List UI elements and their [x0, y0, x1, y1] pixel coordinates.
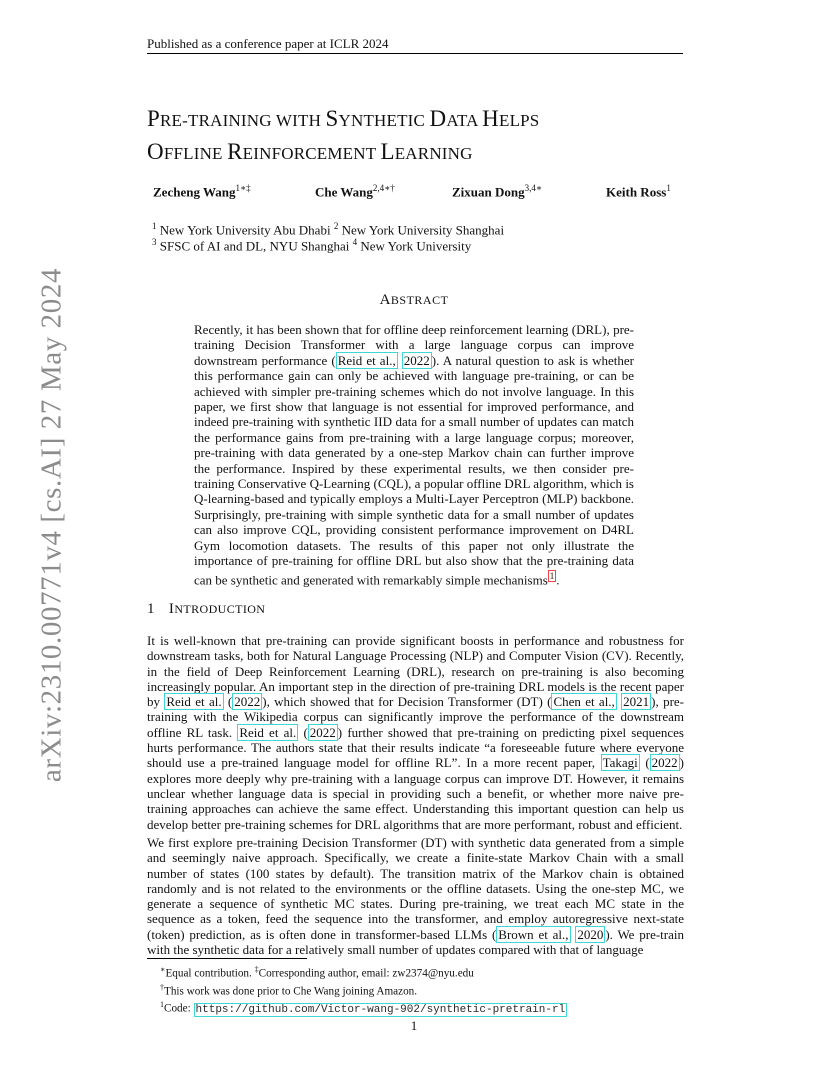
running-header: Published as a conference paper at ICLR 2024	[147, 36, 389, 51]
footnote-link[interactable]: 1	[549, 570, 555, 581]
footnote-mark: ∗	[160, 965, 166, 974]
author-affiliation-mark: 3,4∗	[524, 183, 542, 193]
title-initial: H	[482, 106, 499, 131]
citation-link[interactable]: 2020	[577, 926, 604, 942]
footnote-text: Equal contribution.	[165, 967, 255, 980]
title-rest: ELPS	[498, 111, 540, 130]
intro-paragraph-2	[147, 835, 684, 957]
citation-link[interactable]: Reid et al.	[239, 724, 297, 740]
footnote-1	[160, 963, 567, 981]
body-text-run: ), which showed that for Decision Transformer (DT) (	[262, 694, 552, 710]
title-initial: D	[429, 106, 447, 131]
body-text-run: ). A natural question to ask is whether this performance gain can only be achieved with language pre-training, or can be achieved with simpler pre-training schemes which do not involve language. In this paper, we first show that language is not essential for improved performance, and indeed pre-training with synthetic IID data for a small number of updates can match the performance gains from pre-training with a large language corpus; moreover, pre-training with data generated by a one-step Markov chain can further improve the performance. Inspired by these experimental results, we then consider pre-training Conservative Q-Learning (CQL), a popular offline DRL algorithm, which is Q-learning-based and typically employs a Multi-Layer Perceptron (MLP) backbone. Surprisingly, pre-training with simple synthetic data for a small number of updates can also improve CQL, providing consistent performance improvement on D4RL Gym locomotion datasets. The results of this paper not only illustrate the importance of pre-training for offline DRL but also show that the pre-training data can be synthetic and generated with remarkably simple mechanisms	[194, 352, 634, 587]
affiliation-text: New York University Abu Dhabi	[156, 222, 334, 238]
body-text-run: ) explores more deeply why pre-training with a language corpus can improve DT. However, it remains unclear whether language data is special in providing such a benefit, or whether more naive pre-training approaches can achieve the same effect. Understanding this important question can help us develop better pre-training schemes for DRL algorithms that are more performant, robust and efficient.	[147, 755, 684, 832]
author-name: Zecheng Wang	[153, 184, 236, 200]
citation-link[interactable]: Brown et al.,	[498, 926, 569, 942]
citation-link[interactable]: Chen et al.,	[553, 694, 615, 710]
affiliation-mark: 3	[152, 237, 157, 247]
citation-link[interactable]: 2022	[234, 694, 261, 710]
title-initial: S	[325, 106, 339, 131]
citation-link[interactable]: 2022	[403, 352, 430, 368]
body-text-run: (	[298, 724, 308, 740]
title-line-1	[147, 103, 707, 136]
section-heading-introduction	[147, 601, 265, 618]
affiliation-text: New York University Shanghai	[338, 222, 505, 238]
footnotes	[160, 963, 567, 1017]
title-initial: O	[147, 139, 164, 164]
body-text-run: ), pre-training with the Wikipedia corpus can significantly improve the performance of the downstream offline RL task.	[147, 694, 684, 740]
title-line-2	[147, 136, 707, 169]
footnote-mark: ‡	[254, 965, 259, 974]
author-affiliation-mark: 1∗‡	[235, 183, 251, 193]
affiliation-text: SFSC of AI and DL, NYU Shanghai	[156, 238, 353, 254]
author-affiliation-mark: 2,4∗†	[372, 183, 395, 193]
arxiv-identifier-stamp: arXiv:2310.00771v4 [cs.AI] 27 May 2024	[35, 267, 68, 783]
body-text-run: (	[223, 694, 233, 710]
affiliation-mark: 4	[352, 237, 358, 247]
title-rest: EINFORCEMENT	[242, 144, 381, 163]
intro-paragraph-1	[147, 633, 684, 832]
body-text-run: ). We pre-train with the synthetic data for a relatively small number of updates compared with that of language	[147, 926, 684, 958]
affiliation-text: New York University	[357, 238, 472, 254]
title-initial: P	[147, 106, 160, 131]
header-rule	[147, 53, 683, 54]
footnote-mark: †	[160, 982, 164, 992]
abstract-heading-rest: BSTRACT	[390, 293, 449, 307]
title-rest: EARNING	[394, 144, 473, 163]
body-text-run: (	[639, 755, 650, 771]
section-number: 1	[147, 601, 155, 617]
title-rest: FFLINE	[163, 144, 228, 163]
footnote-text: Corresponding author, email: zw2374@nyu.edu	[258, 967, 474, 980]
affiliation-line-2	[152, 237, 471, 254]
footnote-text: Code:	[164, 1003, 194, 1016]
author-2	[315, 183, 395, 200]
citation-link[interactable]: Takagi	[602, 755, 638, 771]
abstract-heading-initial: A	[379, 292, 391, 308]
citation-link[interactable]: Reid et al.,	[337, 352, 396, 368]
citation-link[interactable]: Reid et al.	[166, 694, 222, 710]
author-name: Zixuan Dong	[452, 184, 525, 200]
title-initial: R	[227, 139, 243, 164]
paper-title	[147, 103, 707, 169]
author-name: Che Wang	[315, 184, 373, 200]
citation-link[interactable]: 2022	[309, 724, 336, 740]
citation-link[interactable]: 2021	[623, 694, 650, 710]
section-title-rest: NTRODUCTION	[174, 602, 266, 616]
affiliation-line-1	[152, 221, 504, 238]
section-title-initial: I	[168, 601, 175, 617]
footnote-rule	[147, 958, 307, 959]
affiliation-mark: 1	[152, 221, 157, 231]
body-text-run: ) further showed that pre-training on predicting pixel sequences hurts performance. The authors state that their results indicate “a foreseeable future where everyone should use a pre-trained language model for offline RL”. In a more recent paper,	[147, 724, 684, 771]
body-text-run: We first explore pre-training Decision Transformer (DT) with synthetic data generated from a simple and seemingly naive approach. Specifically, we create a finite-state Markov Chain with a small number of states (100 states by default). The transition matrix of the Markov chain is obtained randomly and is not related to the environments or the offline datasets. Using the one-step MC, we generate a sequence of synthetic MC states. During pre-training, we treat each MC state in the sequence as a token, feed the sequence into the transformer, and employ autoregressive next-state (token) prediction, as is often done in transformer-based LLMs (	[147, 835, 684, 942]
body-text-run: Recently, it has been shown that for offline deep reinforcement learning (DRL), pre-training Decision Transformer with a large language corpus can improve downstream performance (	[194, 322, 634, 368]
title-rest: ATA	[446, 111, 483, 130]
abstract-body	[194, 322, 634, 587]
affiliation-mark: 2	[333, 221, 339, 231]
footnote-3	[160, 998, 567, 1017]
footnote-2	[160, 981, 567, 999]
author-affiliation-mark: 1	[666, 183, 671, 193]
author-3	[452, 183, 542, 200]
author-4	[606, 183, 671, 200]
page-number: 1	[410, 1018, 418, 1033]
title-rest: RE-TRAINING WITH	[160, 111, 326, 130]
title-initial: L	[380, 139, 395, 164]
citation-link[interactable]: 2022	[651, 755, 678, 771]
code-repository-link[interactable]: https://github.com/Victor-wang-902/synthetic-pretrain-rl	[195, 1004, 566, 1017]
abstract-heading	[0, 292, 828, 309]
footnote-text: This work was done prior to Che Wang joining Amazon.	[164, 985, 418, 998]
author-name: Keith Ross	[606, 184, 667, 200]
body-text-run: .	[556, 571, 560, 587]
footnote-mark: 1	[160, 1000, 164, 1010]
body-text-run: It is well-known that pre-training can provide significant boosts in performance and robustness for downstream tasks, both for Natural Language Processing (NLP) and Computer Vision (CV). Recently, in the field of Deep Reinforcement Learning (DRL), research on pre-training is also becoming increasingly popular. An important step in the direction of pre-training DRL models is the recent paper by	[147, 633, 684, 710]
author-1	[153, 183, 251, 200]
title-rest: YNTHETIC	[338, 111, 430, 130]
